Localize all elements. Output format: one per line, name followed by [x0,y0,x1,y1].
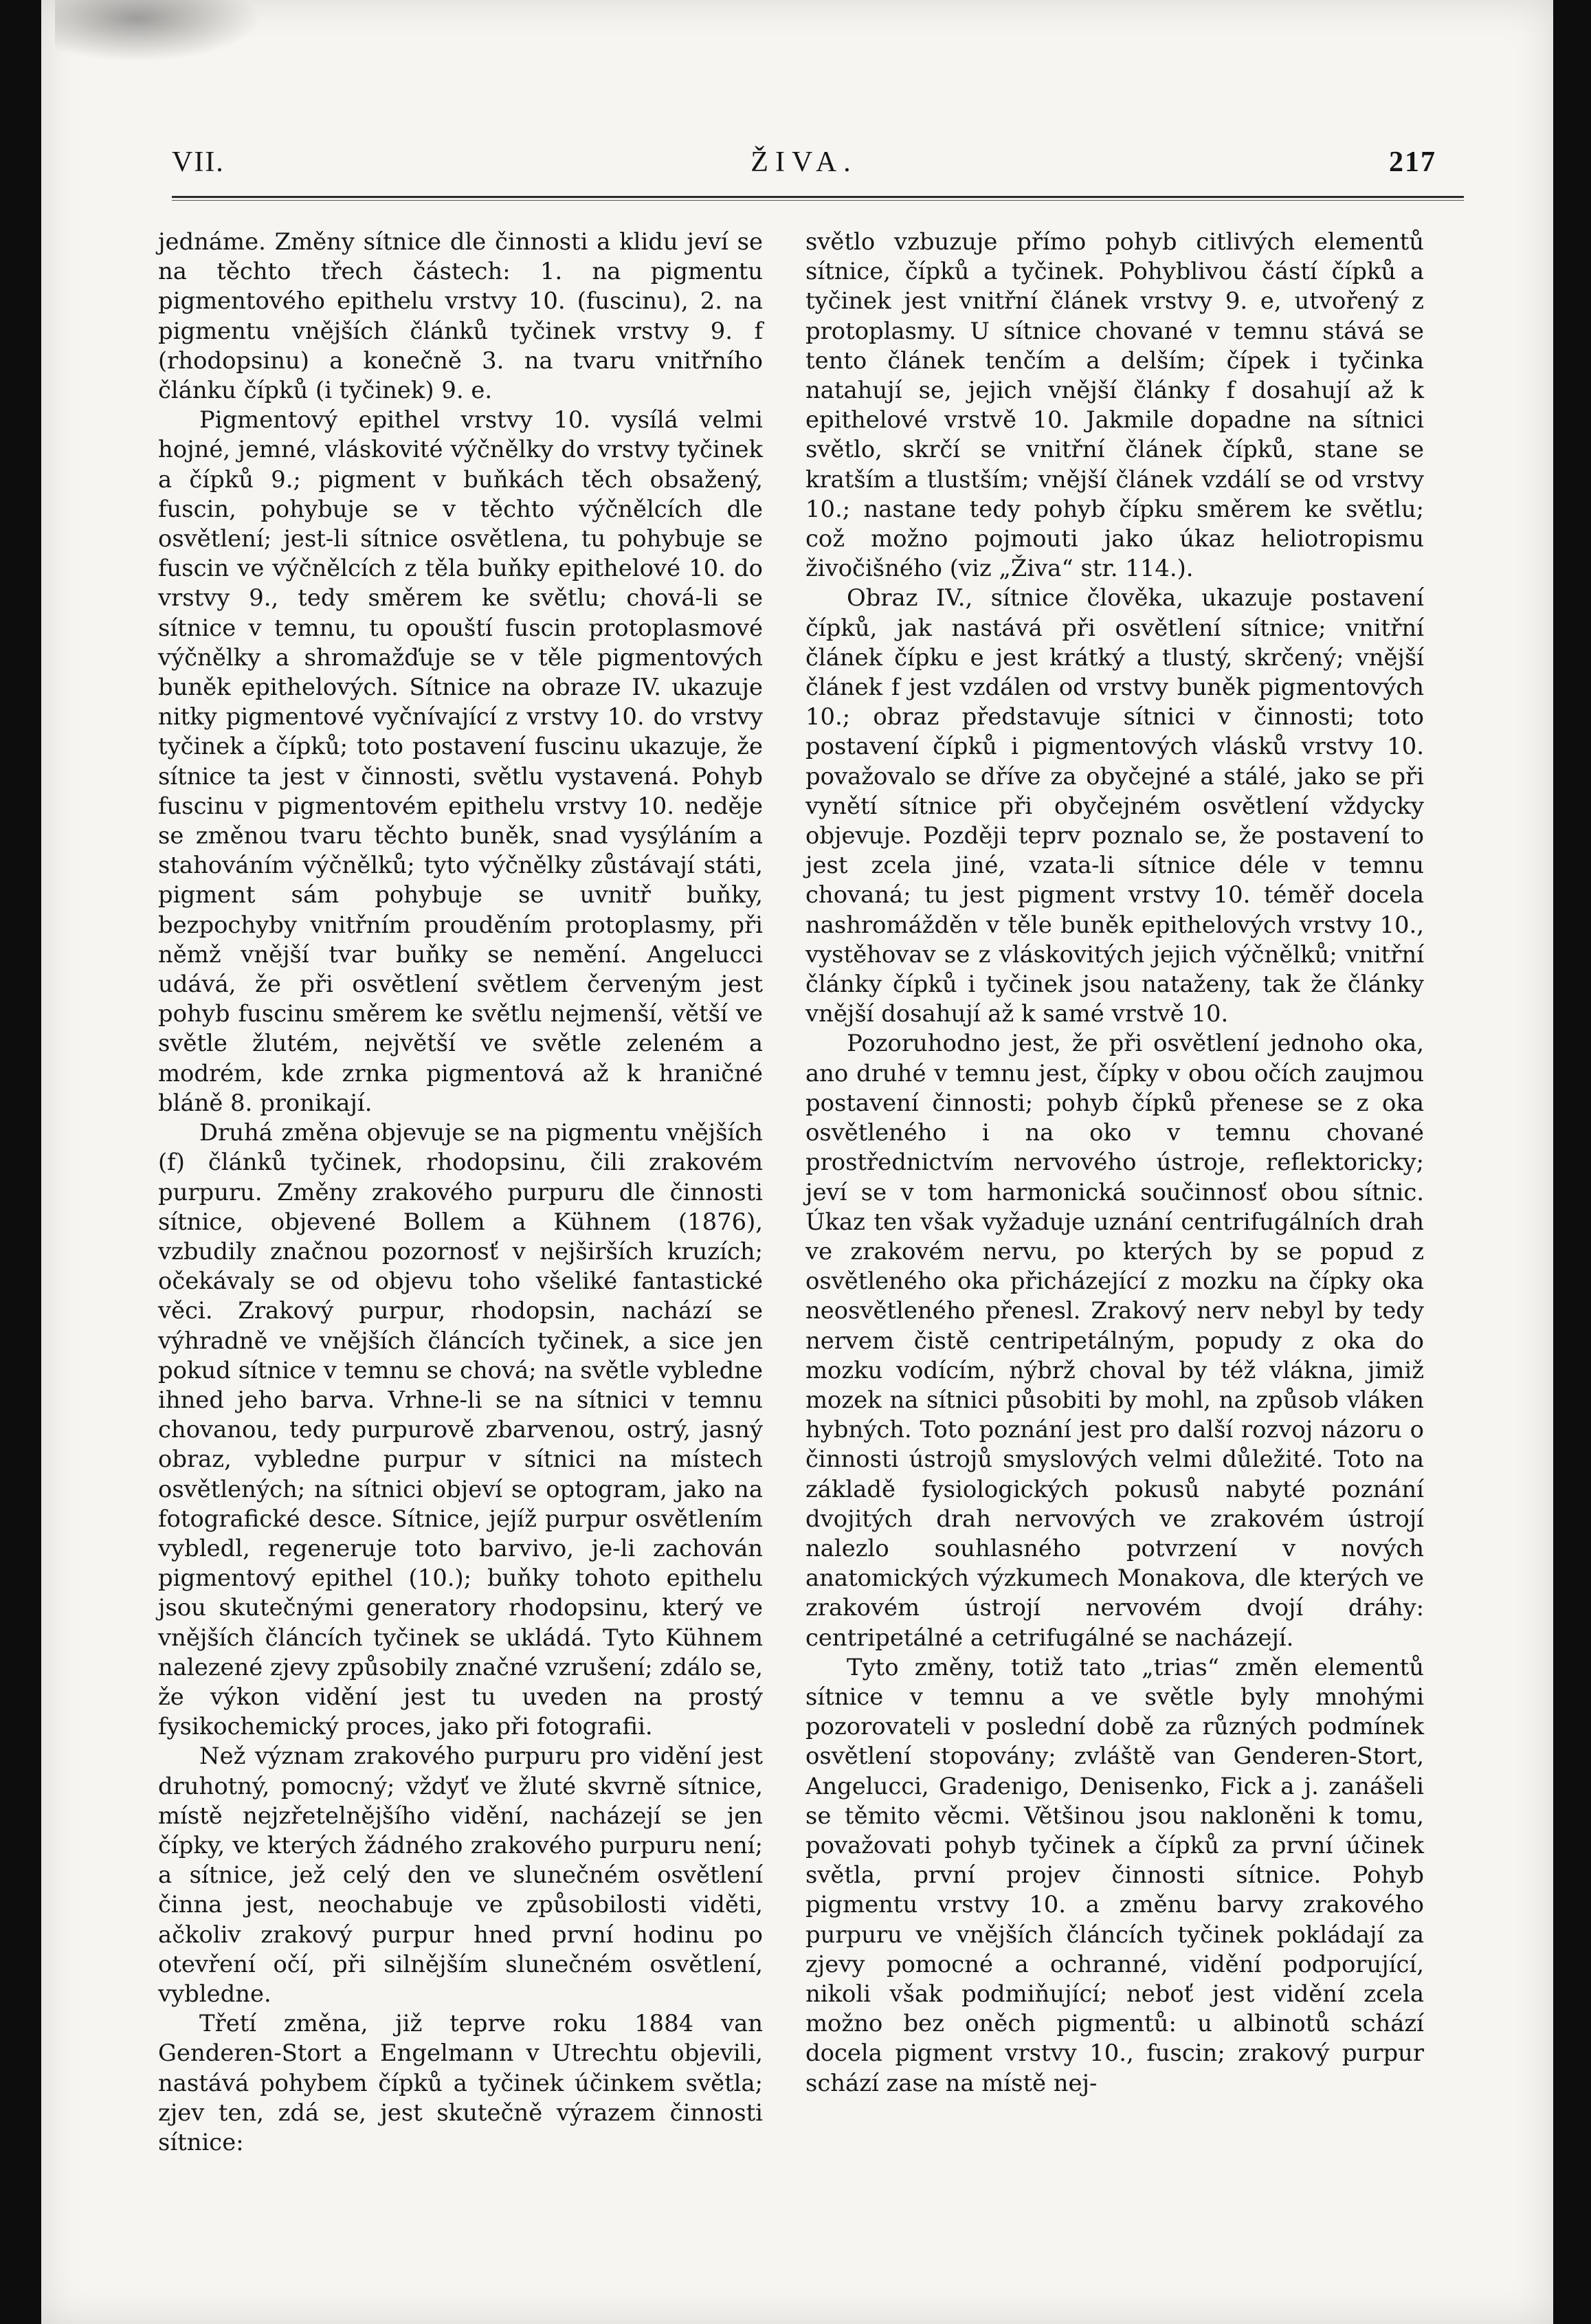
paragraph: světlo vzbuzuje přímo pohyb citlivých elementů sítnice, čípků a tyčinek. Pohyblivou částí čípků a tyčinek jest vnitřní článek vrstvy 9. e, utvořený z protoplasmy. U sítnice chované v temnu stává se tento článek tenčím a delším; čípek i tyčinka natahují se, jejich vnější články f dosahují až k epithelové vrstvě 10. Jakmile dopadne na sítnici světlo, skrčí se vnitřní článek čípků, stane se kratším a tlustším; vnější článek vzdálí se od vrstvy 10.; nastane tedy pohyb čípku směrem ke světlu; což možno pojmouti jako úkaz heliotropismu živočišného (viz „Živa“ str. 114.). [805,228,1424,582]
page-header [172,146,1436,194]
paragraph: Druhá změna objevuje se na pigmentu vnějších (f) článků tyčinek, rhodopsinu, čili zrakovém purpuru. Změny zrakového purpuru dle činnosti sítnice, objevené Bollem a Kühnem (1876), vzbudily značnou pozornosť v nejširších kruzích; očekávaly se od objevu toho všeliké fantastické věci. Zrakový purpur, rhodopsin, nachází se výhradně ve vnějších článcích tyčinek, a sice jen pokud sítnice v temnu se chová; na světle vybledne ihned jeho barva. Vrhne-li se na sítnici v temnu chovanou, tedy purpurově zbarvenou, ostrý, jasný obraz, vybledne purpur v sítnici na místech osvětlených; na sítnici objeví se optogram, jako na fotografické desce. Sítnice, jejíž purpur osvětlením vybledl, regeneruje toto barvivo, je-li zachován pigmentový epithel (10.); buňky tohoto epithelu jsou skutečnými generatory rhodopsinu, který ve vnějších článcích tyčinek se ukládá. Tyto Kühnem nalezené zjevy způsobily značné vzrušení; zdálo se, že výkon vidění jest tu uveden na prostý fysikochemický proces, jako při fotografii. [158,1119,763,1740]
right-column [805,227,1424,2098]
paragraph: Pozoruhodno jest, že při osvětlení jednoho oka, ano druhé v temnu jest, čípky v obou očích zaujmou postavení činnosti; pohyb čípků přenese se z oka osvětleného i na oko v temnu chované prostřednictvím nervového ústroje, reflektoricky; jeví se v tom harmonická součinnosť obou sítnic. Úkaz ten však vyžaduje uznání centrifugálních drah ve zrakovém nervu, po kterých by se popud z osvětleného oka přicházející z mozku na čípky oka neosvětleného přenesl. Zrakový nerv nebyl by tedy nervem čistě centripetálným, popudy z oka do mozku vodícím, nýbrž choval by též vlákna, jimiž mozek na sítnici působiti by mohl, na způsob vláken hybných. Toto poznání jest pro další rozvoj názoru o činnosti ústrojů smyslových velmi důležité. Toto na základě fysiologických pokusů nabyté poznání dvojitých drah nervových ve zrakovém ústrojí nalezlo souhlasného potvrzení v nových anatomických výzkumech Monakova, dle kterých ve zrakovém ústrojí nervovém dvojí dráhy: centripetálné a cetrifugálné se nacházejí. [805,1030,1424,1651]
paragraph: Třetí změna, již teprve roku 1884 van Genderen-Stort a Engelmann v Utrechtu objevili, nastává pohybem čípků a tyčinek účinkem světla; zjev ten, zdá se, jest skutečně výrazem činnosti sítnice: [158,2010,763,2156]
journal-page [41,0,1553,2324]
volume-number: VII. [172,146,225,178]
paragraph: Než význam zrakového purpuru pro vidění jest druhotný, pomocný; vždyť ve žluté skvrně sítnice, místě nejzřetelnějšího vidění, nacházejí se jen čípky, ve kterých žádného zrakového purpuru není; a sítnice, jež celý den ve slunečném osvětlení činna jest, neochabuje ve způsobilosti viděti, ačkoliv zrakový purpur hned první hodinu po otevření očí, při silnějším slunečném osvětlení, vybledne. [158,1742,763,2007]
scan-smudge [55,0,261,62]
paragraph: Obraz IV., sítnice člověka, ukazuje postavení čípků, jak nastává při osvětlení sítnice; vnitřní článek čípku e jest krátký a tlustý, skrčený; vnější článek f jest vzdálen od vrstvy buněk pigmentových 10.; obraz představuje sítnici v činnosti; toto postavení čípků i pigmentových vlásků vrstvy 10. považovalo se dříve za obyčejné a stálé, jako se při vynětí sítnice při obyčejném osvětlení vždycky objevuje. Později teprv poznalo se, že postavení to jest zcela jiné, vzata-li sítnice déle v temnu chovaná; tu jest pigment vrstvy 10. téměř docela nashromážděn v těle buněk epithelových vrstvy 10., vystěhovav se z vláskovitých jejich výčnělků; vnitřní články čípků i tyčinek jsou nataženy, tak že články vnější dosahují až k samé vrstvě 10. [805,584,1424,1028]
paragraph: Tyto změny, totiž tato „trias“ změn elementů sítnice v temnu a ve světle byly mnohými pozorovateli v poslední době za různých podmínek osvětlení stopovány; zvláště van Genderen-Stort, Angelucci, Gradenigo, Denisenko, Fick a j. zanášeli se těmito věcmi. Většinou jsou nakloněni k tomu, považovati pohyb tyčinek a čípků za první účinek světla, první projev činnosti sítnice. Pohyb pigmentu vrstvy 10. a změnu barvy zrakového purpuru ve vnějších článcích tyčinek pokládají za zjevy pomocné a ochranné, vidění podporující, nikoli však podmiňující; neboť jest vidění zcela možno bez oněch pigmentů: u albinotů schází docela pigment vrstvy 10., fuscin; zrakový purpur schází zase na místě nej- [805,1653,1424,2096]
header-rule [172,196,1464,201]
left-column [158,227,763,2157]
paragraph: jednáme. Změny sítnice dle činnosti a klidu jeví se na těchto třech částech: 1. na pigmentu pigmentového epithelu vrstvy 10. (fuscinu), 2. na pigmentu vnějších článků tyčinek vrstvy 9. f (rhodopsinu) a konečně 3. na tvaru vnitřního článku čípků (i tyčinek) 9. e. [158,228,763,404]
page-number: 217 [1389,146,1436,178]
journal-title: ŽIVA. [750,146,858,178]
paragraph: Pigmentový epithel vrstvy 10. vysílá velmi hojné, jemné, vláskovité výčnělky do vrstvy tyčinek a čípků 9.; pigment v buňkách těch obsažený, fuscin, pohybuje se v těchto výčnělcích dle osvětlení; jest-li sítnice osvětlena, tu pohybuje se fuscin ve výčnělcích z těla buňky epithelové 10. do vrstvy 9., tedy směrem ke světlu; chová-li se sítnice v temnu, tu opouští fuscin protoplasmové výčnělky a shromažďuje se v těle pigmentových buněk epithelových. Sítnice na obraze IV. ukazuje nitky pigmentové vyčnívající z vrstvy 10. do vrstvy tyčinek a čípků; toto postavení fuscinu ukazuje, že sítnice ta jest v činnosti, světlu vystavená. Pohyb fuscinu v pigmentovém epithelu vrstvy 10. neděje se změnou tvaru těchto buněk, snad vysýláním a stahováním výčnělků; tyto výčnělky zůstávají státi, pigment sám pohybuje se uvnitř buňky, bezpochyby vnitřním prouděním protoplasmy, při němž vnější tvar buňky se nemění. Angelucci udává, že při osvětlení světlem červeným jest pohyb fuscinu směrem ke světlu nejmenší, větší ve světle žlutém, největší ve světle zeleném a modrém, kde zrnka pigmentová až k hraničné bláně 8. pronikají. [158,406,763,1116]
